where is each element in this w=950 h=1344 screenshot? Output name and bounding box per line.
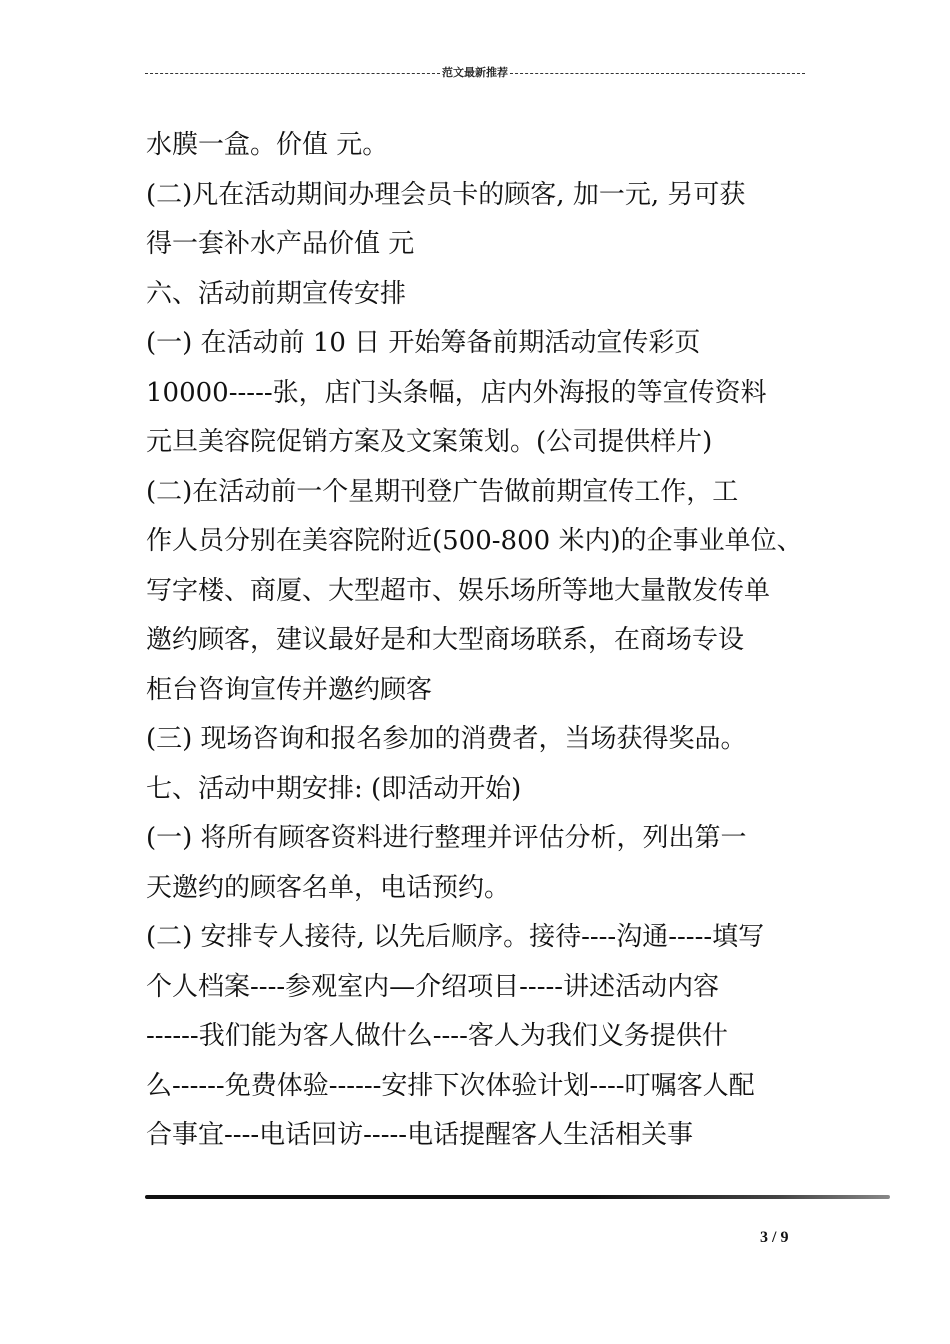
body-line: (三) 现场咨询和报名参加的消费者，当场获得奖品。 xyxy=(146,724,747,754)
body-line: 元旦美容院促销方案及文案策划。(公司提供样片) xyxy=(146,427,713,457)
body-line: (二)在活动前一个星期刊登广告做前期宣传工作，工 xyxy=(146,476,739,507)
section-heading: 七、活动中期安排: (即活动开始) xyxy=(146,773,522,804)
body-line: 10000-----张，店门头条幅，店内外海报的等宣传资料 xyxy=(146,377,767,408)
section-heading: 六、活动前期宣传安排 xyxy=(146,278,407,309)
page-number: 3 / 9 xyxy=(760,1229,789,1246)
body-line: (一) 将所有顾客资料进行整理并评估分析，列出第一 xyxy=(146,823,747,853)
header-dash-right xyxy=(510,73,805,74)
header-dash-left xyxy=(145,73,440,74)
body-line: 作人员分别在美容院附近(500-800 米内)的企事业单位、 xyxy=(146,526,803,556)
body-line: 柜台咨询宣传并邀约顾客 xyxy=(146,674,433,705)
body-line: 个人档案----参观室内—介绍项目-----讲述活动内容 xyxy=(146,971,720,1002)
body-line: 写字楼、商厦、大型超市、娱乐场所等地大量散发传单 xyxy=(146,575,771,606)
body-line: 么------免费体验------安排下次体验计划----叮嘱客人配 xyxy=(146,1070,755,1101)
header-title: 范文最新推荐 xyxy=(442,66,508,79)
page-header xyxy=(145,66,805,80)
body-line: (一) 在活动前 10 日 开始筹备前期活动宣传彩页 xyxy=(146,328,701,358)
document-body xyxy=(146,121,818,1161)
body-line: (二)凡在活动期间办理会员卡的顾客, 加一元, 另可获 xyxy=(146,179,746,210)
body-line: (二) 安排专人接待, 以先后顺序。接待----沟通-----填写 xyxy=(146,922,765,952)
body-line: 水膜一盒。价值 元。 xyxy=(146,130,389,160)
body-line: 得一套补水产品价值 元 xyxy=(146,229,415,259)
footer-divider xyxy=(145,1195,890,1199)
body-line: 天邀约的顾客名单，电话预约。 xyxy=(146,872,511,903)
body-line: 邀约顾客，建议最好是和大型商场联系，在商场专设 xyxy=(146,625,745,655)
body-line: 合事宜----电话回访-----电话提醒客人生活相关事 xyxy=(146,1120,694,1150)
body-line: ------我们能为客人做什么----客人为我们义务提供什 xyxy=(146,1021,728,1051)
